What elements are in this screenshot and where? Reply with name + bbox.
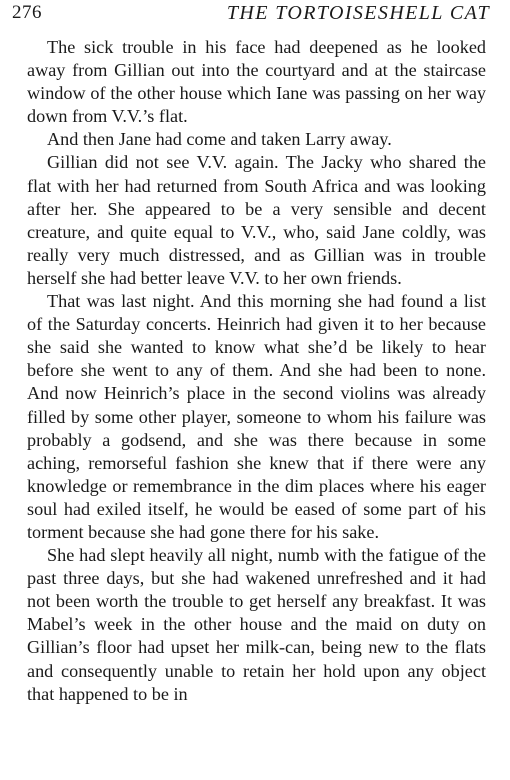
paragraph: The sick trouble in his face had deepened as he looked away from Gillian out into the courtyard and at the staircase window of the other house which Iane was passing on her way down from V.V.’s flat.: [27, 37, 486, 127]
body-text: [27, 36, 486, 706]
paragraph: She had slept heavily all night, numb with the fatigue of the past three days, but she had wakened unrefreshed and it had not been worth the trouble to get herself any breakfast. It was Mabel’s week in the other house and the maid on duty on Gillian’s floor had upset her milk-can, being new to the flats and consequently unable to retain her hold upon any object that happened to be in: [27, 545, 486, 704]
paragraph: Gillian did not see V.V. again. The Jacky who shared the flat with her had returned from South Africa and was looking after her. She appeared to be a very sensible and decent creature, and quite equal to V.V., who, said Jane coldly, was really very much distressed, and as Gillian was in trouble herself she had better leave V.V. to her own friends.: [27, 152, 486, 288]
page-header: [12, 2, 490, 30]
paragraph: That was last night. And this morning she had found a list of the Saturday concerts. Heinrich had given it to her because she said she wanted to know what she’d be likely to hear before she went to any of them. And she had been to none. And now Heinrich’s place in the second violins was already filled by some other player, someone to whom his failure was probably a godsend, and she was there because in some aching, remorseful fashion she knew that if there were any knowledge or remembrance in the dim places where his eager soul had exiled itself, he would be eased of some part of his torment because she had gone there for his sake.: [27, 291, 486, 542]
paragraph: And then Jane had come and taken Larry away.: [47, 129, 392, 150]
running-head: THE TORTOISESHELL CAT: [226, 2, 490, 24]
page-number: 276: [12, 2, 42, 23]
